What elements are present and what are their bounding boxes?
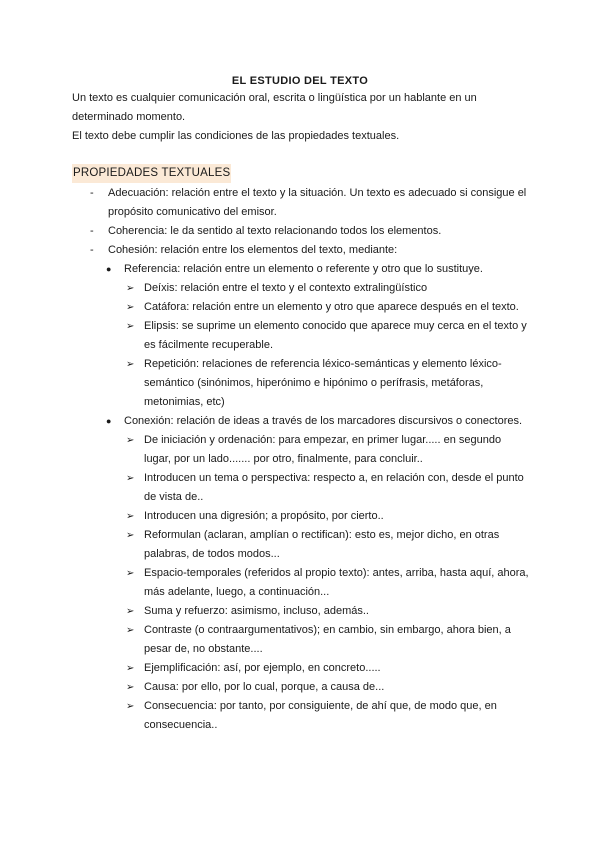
list-item-text: Introducen un tema o perspectiva: respecto a, en relación con, desde el punto de vista de.. — [144, 472, 524, 503]
arrow-bullet-icon: ➢ — [126, 568, 135, 579]
section-heading: PROPIEDADES TEXTUALES — [72, 164, 231, 183]
properties-list — [90, 184, 530, 735]
list-item-text: Ejemplificación: así, por ejemplo, en concreto..... — [144, 662, 381, 674]
intro-paragraph: El texto debe cumplir las condiciones de las propiedades textuales. — [72, 130, 400, 142]
list-item — [126, 431, 530, 469]
arrow-bullet-icon: ➢ — [126, 283, 135, 294]
arrow-bullet-icon: ➢ — [126, 511, 135, 522]
list-item-text: Contraste (o contraargumentativos); en cambio, sin embargo, ahora bien, a pesar de, no obstante.... — [144, 624, 511, 655]
list-item — [126, 507, 530, 526]
arrow-bullet-icon: ➢ — [126, 302, 135, 313]
list-item — [126, 678, 530, 697]
dash-marker: - — [90, 187, 94, 199]
list-item-cohesion — [90, 241, 530, 260]
list-item — [126, 621, 530, 659]
list-item — [126, 526, 530, 564]
arrow-bullet-icon: ➢ — [126, 435, 135, 446]
list-item-text: Introducen una digresión; a propósito, por cierto.. — [144, 510, 384, 522]
cohesion-sublist — [106, 260, 530, 735]
list-item-text: Causa: por ello, por lo cual, porque, a causa de... — [144, 681, 385, 693]
list-item-text: Conexión: relación de ideas a través de los marcadores discursivos o conectores. — [124, 415, 523, 427]
list-item-text: Reformulan (aclaran, amplían o rectifican): esto es, mejor dicho, en otras palabras, de todos modos... — [144, 529, 500, 560]
list-item-text: Adecuación: relación entre el texto y la situación. Un texto es adecuado si consigue el propósito comunicativo del emisor. — [108, 187, 527, 218]
arrow-bullet-icon: ➢ — [126, 682, 135, 693]
conexion-sublist — [126, 431, 530, 735]
dash-marker: - — [90, 225, 94, 237]
intro-paragraphs — [72, 89, 532, 146]
list-item — [126, 659, 530, 678]
list-item-text: Espacio-temporales (referidos al propio texto): antes, arriba, hasta aquí, ahora, más adelante, luego, a continuación... — [144, 567, 529, 598]
list-item-text: Consecuencia: por tanto, por consiguiente, de ahí que, de modo que, en consecuencia.. — [144, 700, 497, 731]
arrow-bullet-icon: ➢ — [126, 473, 135, 484]
list-item-text: Elipsis: se suprime un elemento conocido que aparece muy cerca en el texto y es fácilmente recuperable. — [144, 320, 527, 351]
bullet-icon: ● — [106, 416, 112, 426]
list-item — [126, 697, 530, 735]
list-item-text: Referencia: relación entre un elemento o referente y otro que lo sustituye. — [124, 263, 483, 275]
intro-paragraph: Un texto es cualquier comunicación oral, escrita o lingüística por un hablante en un determinado momento. — [72, 92, 477, 123]
list-item-text: Suma y refuerzo: asimismo, incluso, además.. — [144, 605, 369, 617]
arrow-bullet-icon: ➢ — [126, 359, 135, 370]
list-item-text: Coherencia: le da sentido al texto relacionando todos los elementos. — [108, 225, 442, 237]
list-item-text: Cohesión: relación entre los elementos del texto, mediante: — [108, 244, 398, 256]
list-item — [126, 469, 530, 507]
document-title: EL ESTUDIO DEL TEXTO — [231, 75, 369, 87]
arrow-bullet-icon: ➢ — [126, 625, 135, 636]
arrow-bullet-icon: ➢ — [126, 701, 135, 712]
arrow-bullet-icon: ➢ — [126, 321, 135, 332]
dash-marker: - — [90, 244, 94, 256]
list-item-text: De iniciación y ordenación: para empezar, en primer lugar..... en segundo lugar, por un lado....... por otro, finalmente, para concluir.. — [144, 434, 502, 465]
list-item-conexion — [106, 412, 530, 431]
list-item — [126, 298, 530, 317]
list-item — [126, 355, 530, 412]
list-item — [126, 317, 530, 355]
arrow-bullet-icon: ➢ — [126, 663, 135, 674]
arrow-bullet-icon: ➢ — [126, 530, 135, 541]
bullet-icon: ● — [106, 264, 112, 274]
list-item-adecuacion — [90, 184, 530, 222]
list-item-coherencia — [90, 222, 530, 241]
list-item — [126, 602, 530, 621]
list-item — [126, 564, 530, 602]
list-item-text: Catáfora: relación entre un elemento y otro que aparece después en el texto. — [144, 301, 519, 313]
list-item-referencia — [106, 260, 530, 279]
list-item — [126, 279, 530, 298]
referencia-sublist — [126, 279, 530, 412]
list-item-text: Repetición: relaciones de referencia léxico-semánticas y elemento léxico-semántico (sinónimos, hiperónimo e hipónimo o perífrasis, metáforas, metonimias, etc) — [144, 358, 502, 408]
arrow-bullet-icon: ➢ — [126, 606, 135, 617]
list-item-text: Deíxis: relación entre el texto y el contexto extralingüístico — [144, 282, 428, 294]
